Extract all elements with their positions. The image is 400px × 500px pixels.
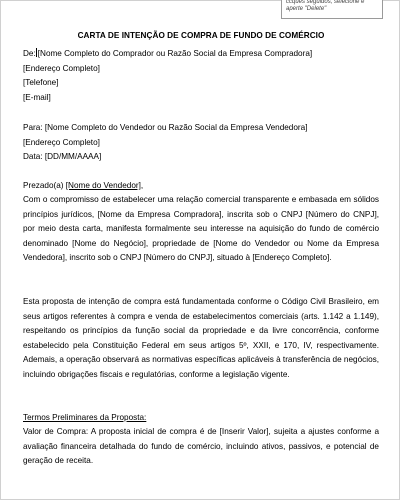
sender-email[interactable]: [E-mail] [23,92,51,102]
recipient-address[interactable]: [Endereço Completo] [23,137,100,147]
greeting-suffix: , [140,181,144,190]
terms-heading: Termos Preliminares da Proposta: [23,413,147,422]
greeting [23,179,379,194]
text-cursor [36,48,37,57]
comment-tooltip [281,0,383,19]
letter-date[interactable]: Data: [DD/MM/AAAA] [23,152,102,162]
recipient-block [23,121,379,165]
de-label: De: [23,49,36,58]
greeting-prefix: Prezado(a) [23,181,66,190]
comment-line-1: ccques seguidos, selecione e [286,0,365,5]
paragraph-intention[interactable]: Com o compromisso de estabelecer uma relação comercial transparente e embasada em sólidos princípios jurídicos, [Nome da Empresa Compradora], inscrita sob o CNPJ [Número do CNPJ], por meio desta carta, manifesta formalmente seu interesse na aquisição do fundo de comércio denominado [Nome do Negócio], propriedade de [Nome do Vendedor ou Nome da Empresa Vendedora], inscrito sob o CNPJ [Número do CNPJ], situado à [Endereço Completo]. [23,195,379,263]
sender-name-line[interactable] [23,47,379,62]
greeting-name[interactable]: [Nome do Vendedor] [65,181,141,190]
recipient-name[interactable]: Para: [Nome Completo do Vendedor ou Razão Social da Empresa Vendedora] [23,123,308,132]
sender-name: [Nome Completo do Comprador ou Razão Social da Empresa Compradora] [37,49,313,58]
paragraph-legal-basis[interactable]: Esta proposta de intenção de compra está fundamentada conforme o Código Civil Brasileiro, em seus artigos referentes à compra e venda de estabelecimentos comerciais (arts. 1.142 a 1.149), respeitando os princípios da função social da propriedade e da livre concorrência, conforme estabelecido pela Constituição Federal em seus artigos 5º, XXII, e 170, IV, respectivamente. Ademais, a operação observará as normativas específicas aplicáveis à transferência de negócios, incluindo obrigações fiscais e regulatórias, conforme a legislação vigente. [23,297,379,379]
sender-address[interactable]: [Endereço Completo] [23,63,100,73]
section-heading [23,411,379,426]
comment-line-2: aperte "Delete" [286,6,327,12]
sender-phone[interactable]: [Telefone] [23,78,59,88]
paragraph-purchase-value[interactable]: Valor de Compra: A proposta inicial de compra é de [Inserir Valor], sujeita a ajustes conforme a avaliação financeira detalhada do fundo de comércio, incluindo ativos, passivos, e potencial de geração de receita. [23,427,379,466]
document-title: CARTA DE INTENÇÃO DE COMPRA DE FUNDO DE COMÉRCIO [77,31,325,40]
sender-block [23,47,379,105]
